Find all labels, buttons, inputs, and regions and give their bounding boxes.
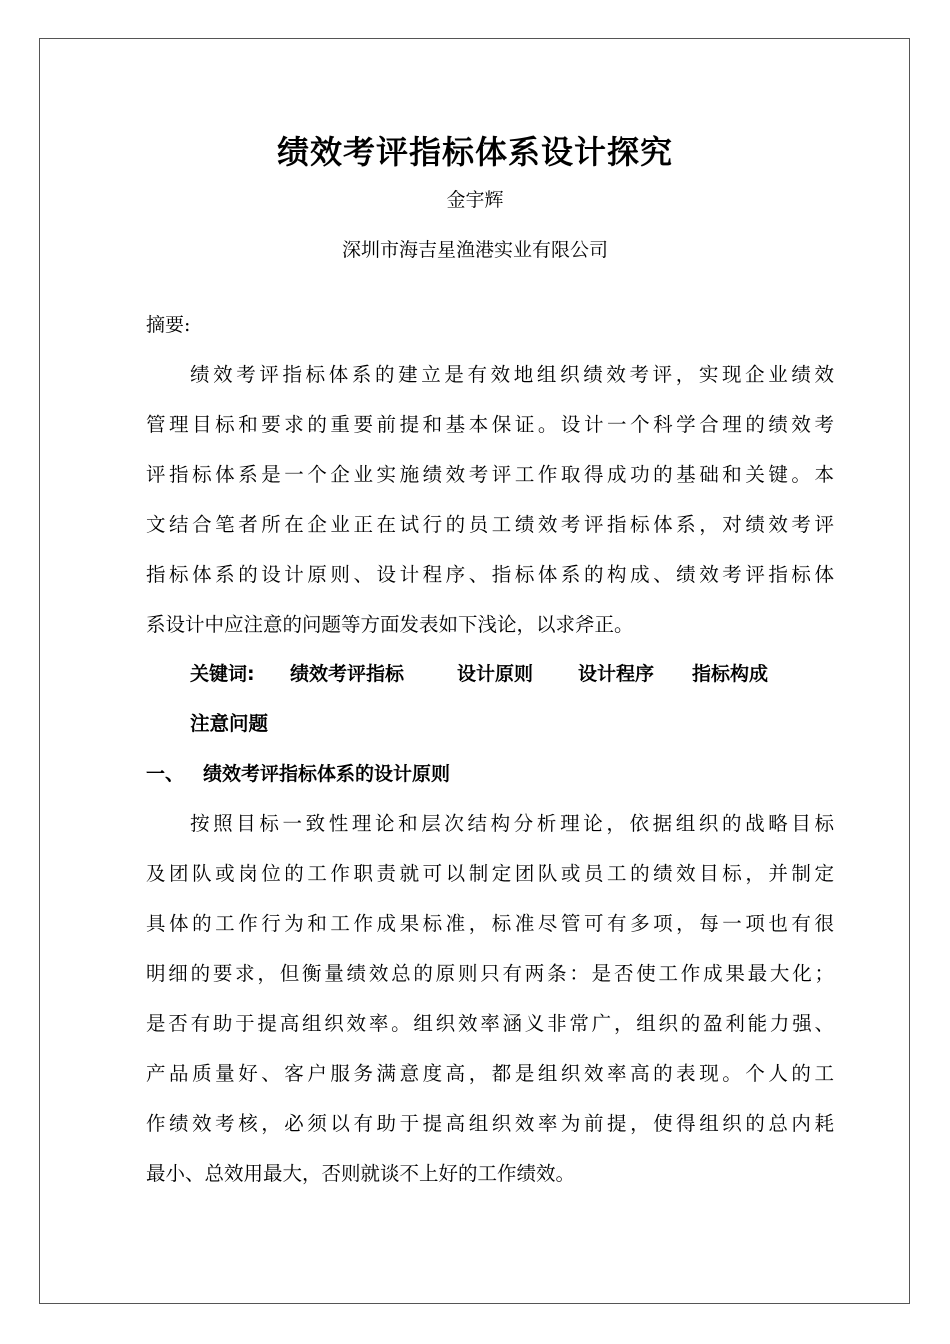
abstract-line: 文结合笔者所在企业正在试行的员工绩效考评指标体系，对绩效考评 xyxy=(146,513,834,536)
paragraph-line: 具体的工作行为和工作成果标准，标准尽管可有多项，每一项也有很 xyxy=(146,912,834,935)
paragraph-line: 产品质量好、客户服务满意度高，都是组织效率高的表现。个人的工 xyxy=(146,1062,834,1085)
keyword-item: 设计原则 xyxy=(457,663,534,685)
author-name: 金宇辉 xyxy=(446,189,504,211)
keyword-item: 绩效考评指标 xyxy=(290,663,405,685)
paragraph-line: 最小、总效用最大，否则就谈不上好的工作绩效。 xyxy=(146,1162,576,1185)
abstract-line: 指标体系的设计原则、设计程序、指标体系的构成、绩效考评指标体 xyxy=(146,563,834,586)
abstract-line: 系设计中应注意的问题等方面发表如下浅论，以求斧正。 xyxy=(146,613,634,636)
section-title: 绩效考评指标体系的设计原则 xyxy=(203,763,451,785)
abstract-line: 管理目标和要求的重要前提和基本保证。设计一个科学合理的绩效考 xyxy=(146,413,834,436)
paragraph-line: 作绩效考核，必须以有助于提高组织效率为前提，使得组织的总内耗 xyxy=(146,1112,834,1135)
abstract-line: 评指标体系是一个企业实施绩效考评工作取得成功的基础和关键。本 xyxy=(146,463,834,486)
keyword-item: 注意问题 xyxy=(190,712,269,735)
abstract-label: 摘要: xyxy=(146,314,191,336)
keywords-label: 关键词: xyxy=(190,663,255,685)
paragraph-line: 及团队或岗位的工作职责就可以制定团队或员工的绩效目标，并制定 xyxy=(146,862,834,885)
paragraph-line: 按照目标一致性理论和层次结构分析理论，依据组织的战略目标 xyxy=(190,812,834,835)
keyword-item: 设计程序 xyxy=(578,663,655,685)
paragraph-line: 是否有助于提高组织效率。组织效率涵义非常广，组织的盈利能力强、 xyxy=(146,1012,834,1035)
author-affiliation: 深圳市海吉星渔港实业有限公司 xyxy=(341,239,608,261)
document-title: 绩效考评指标体系设计探究 xyxy=(276,133,673,171)
section-number: 一、 xyxy=(146,763,185,785)
abstract-line: 绩效考评指标体系的建立是有效地组织绩效考评，实现企业绩效 xyxy=(190,363,834,386)
paragraph-line: 明细的要求，但衡量绩效总的原则只有两条：是否使工作成果最大化； xyxy=(146,962,834,985)
keyword-item: 指标构成 xyxy=(692,663,769,685)
